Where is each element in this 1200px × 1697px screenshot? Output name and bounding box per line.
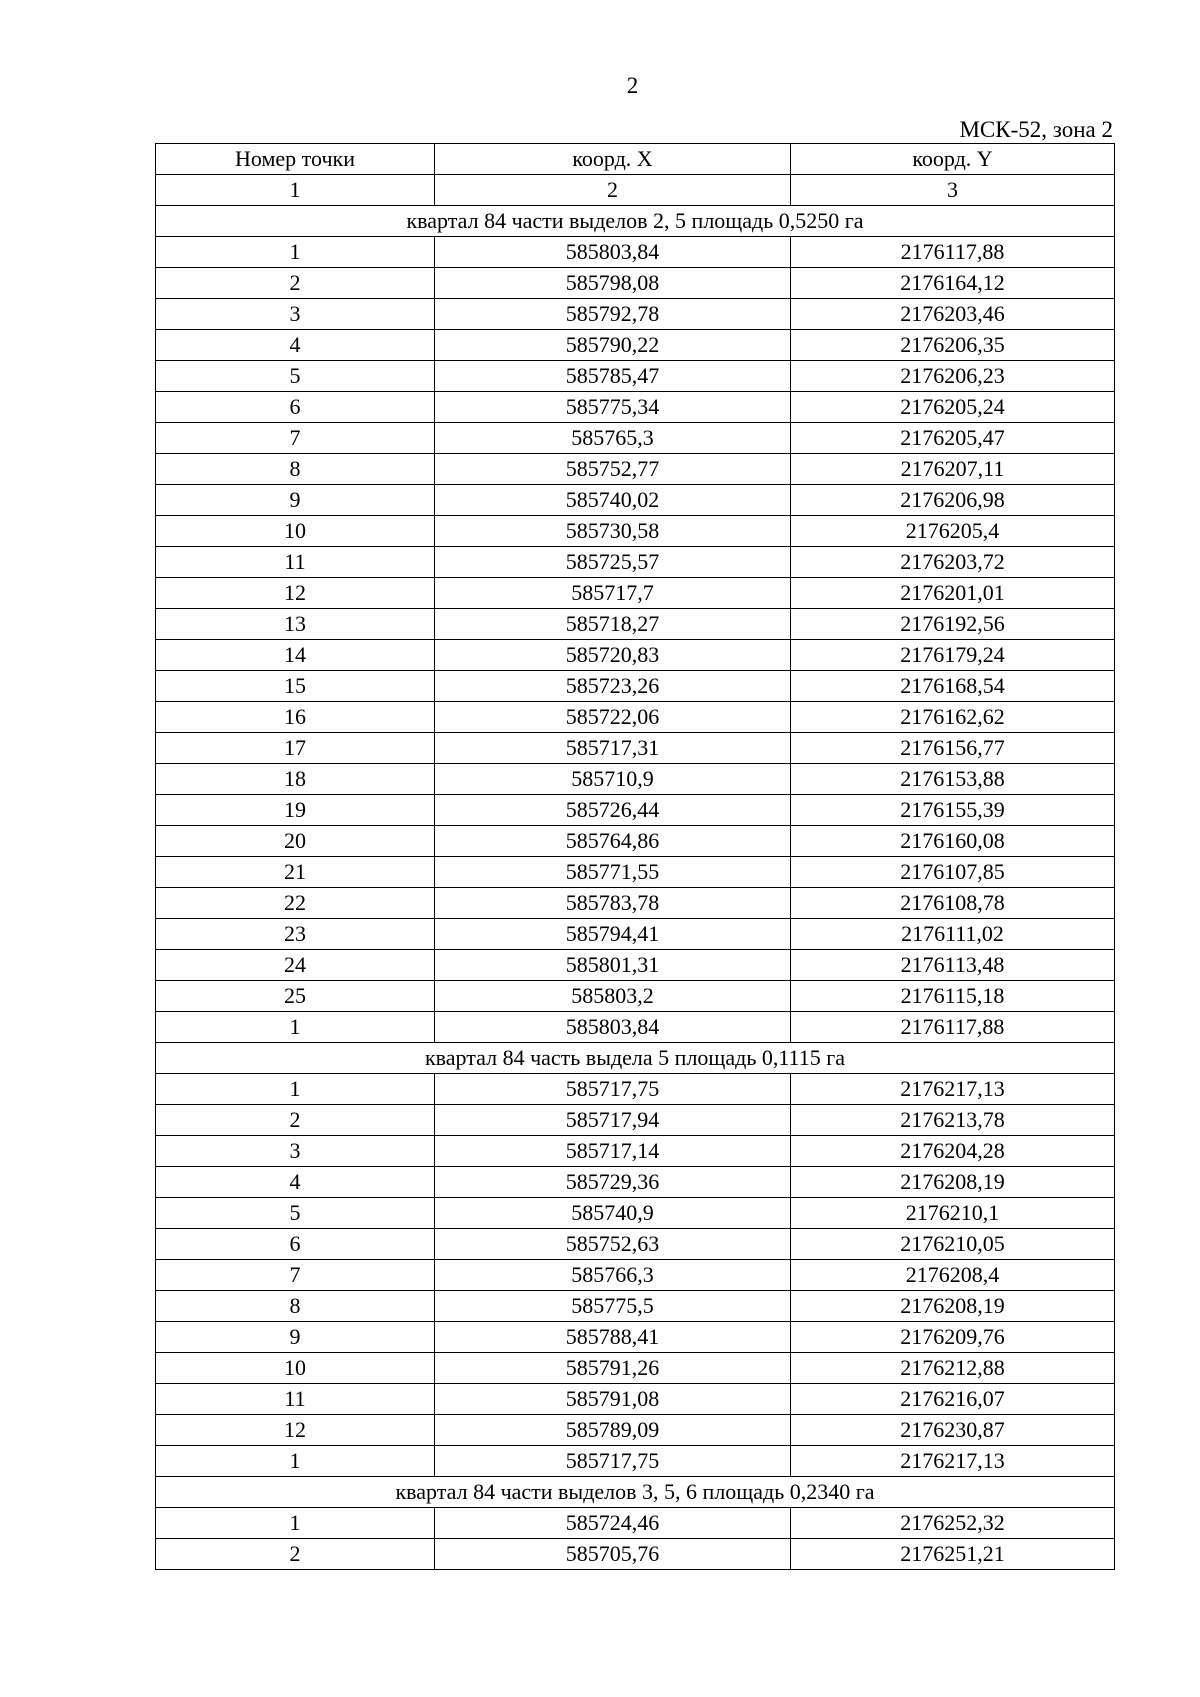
coord-x-cell: 585729,36 (435, 1167, 791, 1198)
point-number-cell: 8 (156, 454, 435, 485)
coordinates-table (155, 143, 1115, 1570)
point-number-cell: 11 (156, 1384, 435, 1415)
table-row (156, 237, 1115, 268)
table-row (156, 888, 1115, 919)
coord-y-cell: 2176164,12 (791, 268, 1115, 299)
coord-y-cell: 2176208,4 (791, 1260, 1115, 1291)
point-number-cell: 11 (156, 547, 435, 578)
coord-x-cell: 585791,26 (435, 1353, 791, 1384)
point-number-cell: 4 (156, 1167, 435, 1198)
header-cell-point-number: Номер точки (156, 144, 435, 175)
section-title-row (156, 1043, 1115, 1074)
point-number-cell: 10 (156, 516, 435, 547)
coord-x-cell: 585785,47 (435, 361, 791, 392)
table-row (156, 1012, 1115, 1043)
coord-y-cell: 2176216,07 (791, 1384, 1115, 1415)
header-cell-coord-x: коорд. X (435, 144, 791, 175)
coord-y-cell: 2176108,78 (791, 888, 1115, 919)
point-number-cell: 3 (156, 1136, 435, 1167)
section-title: квартал 84 часть выдела 5 площадь 0,1115 га (156, 1043, 1115, 1074)
coord-x-cell: 585722,06 (435, 702, 791, 733)
coord-y-cell: 2176217,13 (791, 1074, 1115, 1105)
table-row (156, 547, 1115, 578)
table-row (156, 485, 1115, 516)
point-number-cell: 1 (156, 1446, 435, 1477)
point-number-cell: 10 (156, 1353, 435, 1384)
table-row (156, 423, 1115, 454)
point-number-cell: 2 (156, 268, 435, 299)
table-row (156, 1539, 1115, 1570)
section-title: квартал 84 части выделов 2, 5 площадь 0,5250 га (156, 206, 1115, 237)
header-cell-coord-y: коорд. Y (791, 144, 1115, 175)
column-number-row (156, 175, 1115, 206)
coord-y-cell: 2176251,21 (791, 1539, 1115, 1570)
coord-y-cell: 2176204,28 (791, 1136, 1115, 1167)
coord-y-cell: 2176213,78 (791, 1105, 1115, 1136)
coord-x-cell: 585791,08 (435, 1384, 791, 1415)
coord-y-cell: 2176205,24 (791, 392, 1115, 423)
coord-x-cell: 585789,09 (435, 1415, 791, 1446)
table-row (156, 826, 1115, 857)
table-row (156, 857, 1115, 888)
coord-x-cell: 585798,08 (435, 268, 791, 299)
table-row (156, 640, 1115, 671)
coord-x-cell: 585710,9 (435, 764, 791, 795)
table-row (156, 1415, 1115, 1446)
point-number-cell: 3 (156, 299, 435, 330)
coord-x-cell: 585725,57 (435, 547, 791, 578)
coord-x-cell: 585771,55 (435, 857, 791, 888)
point-number-cell: 15 (156, 671, 435, 702)
table-row (156, 299, 1115, 330)
coord-y-cell: 2176208,19 (791, 1167, 1115, 1198)
point-number-cell: 1 (156, 1074, 435, 1105)
coord-x-cell: 585783,78 (435, 888, 791, 919)
coord-x-cell: 585752,63 (435, 1229, 791, 1260)
point-number-cell: 22 (156, 888, 435, 919)
point-number-cell: 9 (156, 1322, 435, 1353)
coord-x-cell: 585766,3 (435, 1260, 791, 1291)
coord-y-cell: 2176117,88 (791, 1012, 1115, 1043)
coord-y-cell: 2176217,13 (791, 1446, 1115, 1477)
point-number-cell: 9 (156, 485, 435, 516)
table-row (156, 330, 1115, 361)
table-row (156, 454, 1115, 485)
coord-y-cell: 2176230,87 (791, 1415, 1115, 1446)
coord-y-cell: 2176162,62 (791, 702, 1115, 733)
coord-x-cell: 585717,94 (435, 1105, 791, 1136)
point-number-cell: 19 (156, 795, 435, 826)
coord-x-cell: 585792,78 (435, 299, 791, 330)
coord-x-cell: 585803,2 (435, 981, 791, 1012)
coord-y-cell: 2176206,35 (791, 330, 1115, 361)
coord-y-cell: 2176212,88 (791, 1353, 1115, 1384)
table-row (156, 1105, 1115, 1136)
column-number-cell: 1 (156, 175, 435, 206)
table-row (156, 1508, 1115, 1539)
coord-x-cell: 585730,58 (435, 516, 791, 547)
table-row (156, 1167, 1115, 1198)
table-row (156, 578, 1115, 609)
point-number-cell: 21 (156, 857, 435, 888)
point-number-cell: 17 (156, 733, 435, 764)
coord-x-cell: 585790,22 (435, 330, 791, 361)
table-row (156, 671, 1115, 702)
point-number-cell: 12 (156, 578, 435, 609)
coord-y-cell: 2176206,23 (791, 361, 1115, 392)
coord-y-cell: 2176115,18 (791, 981, 1115, 1012)
point-number-cell: 16 (156, 702, 435, 733)
coord-y-cell: 2176156,77 (791, 733, 1115, 764)
point-number-cell: 18 (156, 764, 435, 795)
table-row (156, 392, 1115, 423)
coord-y-cell: 2176205,4 (791, 516, 1115, 547)
coord-y-cell: 2176252,32 (791, 1508, 1115, 1539)
table-row (156, 733, 1115, 764)
coord-x-cell: 585801,31 (435, 950, 791, 981)
point-number-cell: 23 (156, 919, 435, 950)
coord-x-cell: 585764,86 (435, 826, 791, 857)
table-row (156, 268, 1115, 299)
coord-y-cell: 2176203,72 (791, 547, 1115, 578)
point-number-cell: 24 (156, 950, 435, 981)
coord-y-cell: 2176155,39 (791, 795, 1115, 826)
table-row (156, 1198, 1115, 1229)
table-row (156, 702, 1115, 733)
table-row (156, 1322, 1115, 1353)
point-number-cell: 20 (156, 826, 435, 857)
coord-y-cell: 2176153,88 (791, 764, 1115, 795)
table-row (156, 1353, 1115, 1384)
coord-x-cell: 585788,41 (435, 1322, 791, 1353)
point-number-cell: 2 (156, 1539, 435, 1570)
coord-y-cell: 2176168,54 (791, 671, 1115, 702)
table-row (156, 1446, 1115, 1477)
table-row (156, 1074, 1115, 1105)
coord-x-cell: 585717,75 (435, 1446, 791, 1477)
table-row (156, 609, 1115, 640)
point-number-cell: 2 (156, 1105, 435, 1136)
coord-y-cell: 2176205,47 (791, 423, 1115, 454)
point-number-cell: 1 (156, 237, 435, 268)
table-row (156, 981, 1115, 1012)
coord-y-cell: 2176117,88 (791, 237, 1115, 268)
section-title-row (156, 206, 1115, 237)
coord-x-cell: 585775,5 (435, 1291, 791, 1322)
point-number-cell: 14 (156, 640, 435, 671)
coord-x-cell: 585717,75 (435, 1074, 791, 1105)
coord-y-cell: 2176203,46 (791, 299, 1115, 330)
coord-y-cell: 2176107,85 (791, 857, 1115, 888)
coord-y-cell: 2176208,19 (791, 1291, 1115, 1322)
point-number-cell: 6 (156, 392, 435, 423)
table-row (156, 361, 1115, 392)
section-title-row (156, 1477, 1115, 1508)
table-row (156, 950, 1115, 981)
coord-y-cell: 2176206,98 (791, 485, 1115, 516)
page-number: 2 (626, 73, 639, 98)
point-number-cell: 13 (156, 609, 435, 640)
coordinates-table-body (156, 144, 1115, 1570)
coord-y-cell: 2176113,48 (791, 950, 1115, 981)
coord-x-cell: 585803,84 (435, 237, 791, 268)
coord-x-cell: 585803,84 (435, 1012, 791, 1043)
column-number-cell: 3 (791, 175, 1115, 206)
coord-x-cell: 585705,76 (435, 1539, 791, 1570)
point-number-cell: 6 (156, 1229, 435, 1260)
table-row (156, 795, 1115, 826)
coord-x-cell: 585720,83 (435, 640, 791, 671)
coord-y-cell: 2176210,05 (791, 1229, 1115, 1260)
coord-x-cell: 585726,44 (435, 795, 791, 826)
coord-x-cell: 585723,26 (435, 671, 791, 702)
point-number-cell: 1 (156, 1508, 435, 1539)
coord-x-cell: 585794,41 (435, 919, 791, 950)
column-number-cell: 2 (435, 175, 791, 206)
coord-x-cell: 585724,46 (435, 1508, 791, 1539)
point-number-cell: 12 (156, 1415, 435, 1446)
coord-y-cell: 2176160,08 (791, 826, 1115, 857)
coord-y-cell: 2176192,56 (791, 609, 1115, 640)
coord-x-cell: 585765,3 (435, 423, 791, 454)
coord-x-cell: 585717,7 (435, 578, 791, 609)
table-row (156, 919, 1115, 950)
header-row (156, 144, 1115, 175)
point-number-cell: 8 (156, 1291, 435, 1322)
coord-x-cell: 585775,34 (435, 392, 791, 423)
coord-y-cell: 2176209,76 (791, 1322, 1115, 1353)
table-row (156, 1229, 1115, 1260)
point-number-cell: 1 (156, 1012, 435, 1043)
coord-x-cell: 585740,9 (435, 1198, 791, 1229)
point-number-cell: 4 (156, 330, 435, 361)
coord-x-cell: 585752,77 (435, 454, 791, 485)
coord-x-cell: 585740,02 (435, 485, 791, 516)
point-number-cell: 5 (156, 361, 435, 392)
table-row (156, 516, 1115, 547)
point-number-cell: 25 (156, 981, 435, 1012)
coord-y-cell: 2176179,24 (791, 640, 1115, 671)
point-number-cell: 7 (156, 1260, 435, 1291)
point-number-cell: 5 (156, 1198, 435, 1229)
coordinate-system-label: МСК-52, зона 2 (959, 117, 1113, 142)
point-number-cell: 7 (156, 423, 435, 454)
coord-y-cell: 2176201,01 (791, 578, 1115, 609)
coord-y-cell: 2176111,02 (791, 919, 1115, 950)
table-row (156, 1260, 1115, 1291)
coord-x-cell: 585717,31 (435, 733, 791, 764)
coord-x-cell: 585717,14 (435, 1136, 791, 1167)
coord-x-cell: 585718,27 (435, 609, 791, 640)
table-row (156, 1291, 1115, 1322)
section-title: квартал 84 части выделов 3, 5, 6 площадь 0,2340 га (156, 1477, 1115, 1508)
coord-y-cell: 2176210,1 (791, 1198, 1115, 1229)
table-row (156, 764, 1115, 795)
table-row (156, 1384, 1115, 1415)
table-row (156, 1136, 1115, 1167)
coord-y-cell: 2176207,11 (791, 454, 1115, 485)
